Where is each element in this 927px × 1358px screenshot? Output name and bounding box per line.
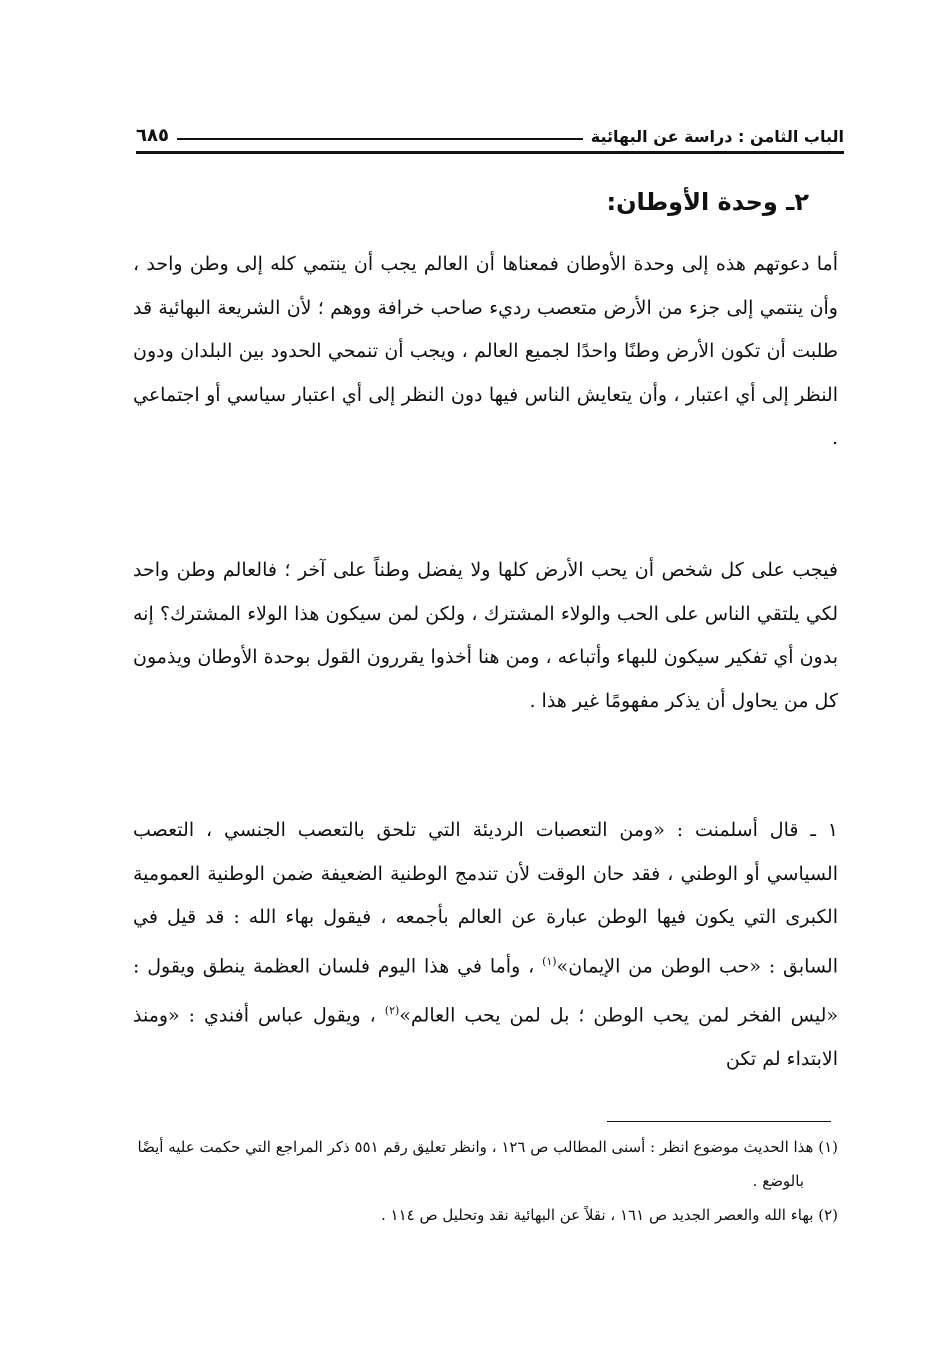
paragraph-1: أما دعوتهم هذه إلى وحدة الأوطان فمعناها أن العالم يجب أن ينتمي كله إلى وطن واحد ، وأن ينتمي إلى جزء من الأرض متعصب رديء صاحب خرافة ووهم ؛ لأن الشريعة البهائية قد طلبت أن تكون الأرض وطنًا واحدًا لجميع العالم ، ويجب أن تنمحي الحدود بين البلدان ودون النظر إلى أي اعتبار ، وأن يتعايش الناس فيها دون النظر إلى أي اعتبار سياسي أو اجتماعي . <box>133 253 838 450</box>
footnote-ref-1: (١) <box>542 954 557 968</box>
page-number: ٦٨٥ <box>136 125 169 146</box>
footnote-1: (١) هذا الحديث موضوع انظر : أسنى المطالب ص ١٢٦ ، وانظر تعليق رقم ٥٥١ ذكر المراجع التي حكمت عليه أيضًا بالوضع . <box>137 1138 838 1190</box>
section-heading: ٢ـ وحدة الأوطان: <box>606 188 809 216</box>
footnotes <box>133 1130 838 1232</box>
header-rule <box>136 151 844 154</box>
paragraph-3-text-2: ، وأما في هذا اليوم فلسان العظمة ينطق ويقول : «ليس الفخر لمن يحب الوطن ؛ بل لمن يحب العالم» <box>133 955 838 1027</box>
paragraph-2: فيجب على كل شخص أن يحب الأرض كلها ولا يفضل وطناً على آخر ؛ فالعالم وطن واحد لكي يلتقي الناس على الحب والولاء المشترك ، ولكن لمن سيكون هذا الولاء المشترك؟ إنه بدون أي تفكير سيكون للبهاء وأتباعه ، ومن هنا أخذوا يقررون القول بوحدة الأوطان ويذمون كل من يحاول أن يذكر مفهومًا غير هذا . <box>133 559 838 712</box>
header-leader-line <box>177 138 583 140</box>
running-title: الباب الثامن : دراسة عن البهائية <box>590 127 844 146</box>
footnote-separator <box>607 1121 831 1122</box>
footnote-2: (٢) بهاء الله والعصر الجديد ص ١٦١ ، نقلاً عن البهائية نقد وتحليل ص ١١٤ . <box>380 1206 838 1224</box>
page-header <box>136 116 844 146</box>
footnote-ref-2: (٢) <box>384 1003 400 1017</box>
paragraph-3-text-3: ، ويقول عباس أفندي : «ومنذ الابتداء لم تكن <box>133 1004 838 1070</box>
paragraph-3 <box>133 809 838 1081</box>
paragraph-3-text-1: ١ ـ قال أسلمنت : «ومن التعصبات الرديئة التي تلحق بالتعصب الجنسي ، التعصب السياسي أو الوطني ، فقد حان الوقت لأن تندمج الوطنية الضعيفة ضمن الوطنية العمومية الكبرى التي يكون فيها الوطن عبارة عن العالم بأجمعه ، فيقول بهاء الله : قد قيل في السابق : «حب الوطن من الإيمان» <box>133 819 838 978</box>
